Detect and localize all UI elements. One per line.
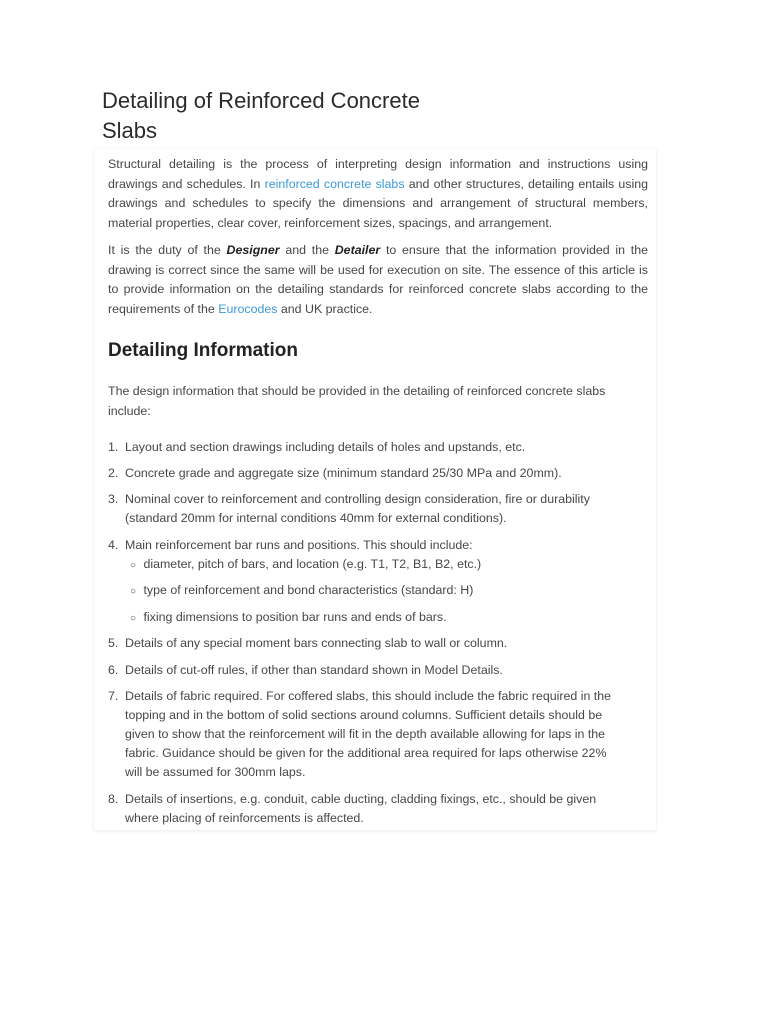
list-number: 4. [108,538,119,552]
list-number: 3. [108,492,119,506]
page-title [102,86,482,146]
eurocodes-link[interactable]: Eurocodes [218,301,278,316]
section-heading: Detailing Information [108,340,298,361]
list-item [108,661,638,680]
list-item [108,536,638,555]
section-lead: The design information that should be provided in the detailing of reinforced concrete slabs include: [108,384,606,418]
intro-text: and the [279,243,335,257]
intro-text: and UK practice. [277,301,373,316]
designer-term: Designer [226,243,280,257]
page-title-line-2: Slabs [102,118,158,143]
sub-list-text: diameter, pitch of bars, and location (e.g. T1, T2, B1, B2, etc.) [143,557,482,571]
list-text: Details of any special moment bars connecting slab to wall or column. [125,636,508,650]
list-text: Main reinforcement bar runs and positions. This should include: [125,538,473,552]
list-item [108,634,638,653]
list-text: topping and in the bottom of solid sections around columns. Sufficient details should be [125,708,603,722]
list-text: Details of fabric required. For coffered slabs, this should include the fabric required in the [125,689,612,703]
sub-list-text: type of reinforcement and bond characteristics (standard: H) [143,583,474,597]
intro-text: and other structures, detailing entails using drawings and schedules to specify the dimensions and arrangement of structural members, material properties, clear cover, reinforcement sizes, spacings, and arrangement. [108,176,649,230]
list-number: 5. [108,636,119,650]
bullet-icon: ○ [130,613,137,624]
reinforced-concrete-slabs-link[interactable]: reinforced concrete slabs [264,176,405,191]
list-number: 8. [108,792,119,806]
intro-paragraph-1 [108,155,648,233]
detailer-term: Detailer [334,243,381,257]
list-item [108,687,638,782]
list-number: 2. [108,466,119,480]
page-title-line-1: Detailing of Reinforced Concrete [102,88,420,113]
list-text: given to show that the reinforcement will fit in the depth available allowing for laps in the [125,727,606,741]
list-number: 1. [108,440,119,454]
sub-list-item [130,581,630,601]
list-text: Details of insertions, e.g. conduit, cable ducting, cladding fixings, etc., should be given [125,792,597,806]
list-number: 7. [108,689,119,703]
list-item [108,438,638,457]
list-text: Layout and section drawings including details of holes and upstands, etc. [125,440,526,454]
list-text: Nominal cover to reinforcement and controlling design consideration, fire or durability [125,492,590,506]
list-text: fabric. Guidance should be given for the additional area required for laps otherwise 22% [125,746,607,760]
list-item [108,464,638,483]
list-item [108,490,638,528]
list-item [108,790,638,828]
list-text: will be assumed for 300mm laps. [125,765,306,779]
sub-list-item [130,555,630,575]
intro-text: Structural detailing is the process of interpreting design information and instructions using drawings and schedules. In [108,157,648,191]
sub-list-item [130,608,630,628]
list-text: where placing of reinforcements is affected. [125,811,364,825]
bullet-icon: ○ [130,586,137,597]
intro-text: It is the duty of the [108,243,227,257]
list-text: Details of cut-off rules, if other than standard shown in Model Details. [125,663,503,677]
bullet-icon: ○ [130,560,137,571]
sub-list-text: fixing dimensions to position bar runs and ends of bars. [143,610,447,624]
list-text: (standard 20mm for internal conditions 40mm for external conditions). [125,511,507,525]
list-text: Concrete grade and aggregate size (minimum standard 25/30 MPa and 20mm). [125,466,562,480]
intro-text: to ensure that the information provided in the drawing is correct since the same will be used for execution on site. The essence of this article is to provide information on the detailing standards for reinforced concrete slabs according to the requirements of the [108,243,649,316]
intro-paragraph-2 [108,241,648,319]
list-number: 6. [108,663,119,677]
